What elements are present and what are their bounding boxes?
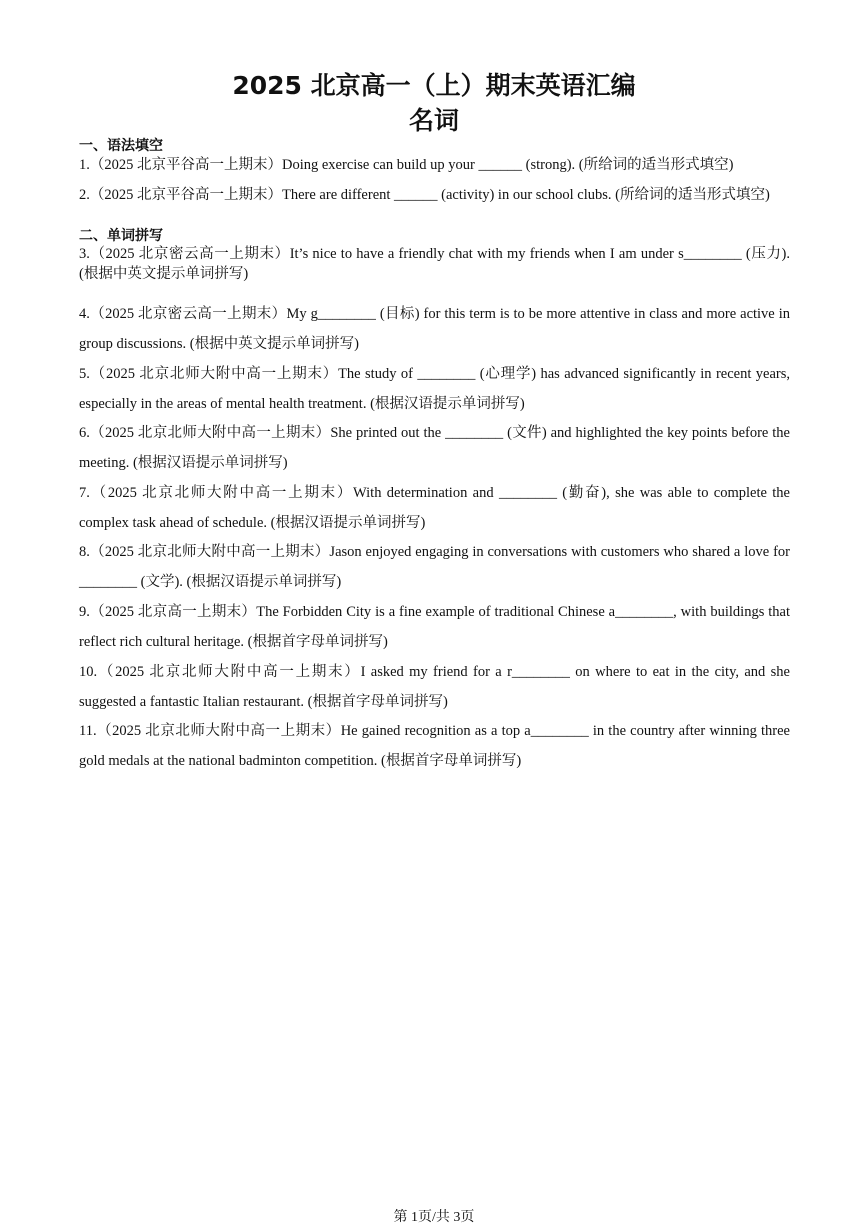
question-2: 2.（2025 北京平谷高一上期末）There are different ______ (activity) in our school clubs. (所给词的适当形式填空): [79, 187, 770, 203]
document-subtitle: 名词: [408, 106, 459, 135]
question-11: 11.（2025 北京北师大附中高一上期末）He gained recognition as a top a________ in the country after winning three gold medals at the national badminton competition. (根据首字母单词拼写): [79, 723, 790, 769]
question-5: 5.（2025 北京北师大附中高一上期末）The study of ________ (心理学) has advanced significantly in recent years, especially in the areas of mental health treatment. (根据汉语提示单词拼写): [79, 366, 790, 412]
document-title: 2025 北京高一（上）期末英语汇编: [232, 71, 636, 100]
question-6: 6.（2025 北京北师大附中高一上期末）She printed out the ________ (文件) and highlighted the key points before the meeting. (根据汉语提示单词拼写): [79, 425, 790, 471]
section-heading-spelling: 二、单词拼写: [79, 228, 163, 244]
page-number: 第 1页/共 3页: [393, 1210, 475, 1225]
question-3: 3.（2025 北京密云高一上期末）It’s nice to have a friendly chat with my friends when I am under s________ (压力). (根据中英文提示单词拼写): [79, 246, 790, 282]
question-1: 1.（2025 北京平谷高一上期末）Doing exercise can build up your ______ (strong). (所给词的适当形式填空): [79, 157, 734, 173]
question-7: 7.（2025 北京北师大附中高一上期末）With determination and ________ (勤奋), she was able to complete the complex task ahead of schedule. (根据汉语提示单词拼写): [79, 485, 790, 531]
question-4: 4.（2025 北京密云高一上期末）My g________ (目标) for this term is to be more attentive in class and more active in group discussions. (根据中英文提示单词拼写): [79, 306, 790, 352]
question-10: 10.（2025 北京北师大附中高一上期末）I asked my friend for a r________ on where to eat in the city, and she suggested a fantastic Italian restaurant. (根据首字母单词拼写): [79, 664, 790, 710]
question-9: 9.（2025 北京高一上期末）The Forbidden City is a fine example of traditional Chinese a________, with buildings that reflect rich cultural heritage. (根据首字母单词拼写): [79, 604, 790, 650]
question-8: 8.（2025 北京北师大附中高一上期末）Jason enjoyed engaging in conversations with customers who shared a love for ________ (文学). (根据汉语提示单词拼写): [79, 544, 790, 590]
section-heading-grammar: 一、语法填空: [79, 138, 163, 154]
